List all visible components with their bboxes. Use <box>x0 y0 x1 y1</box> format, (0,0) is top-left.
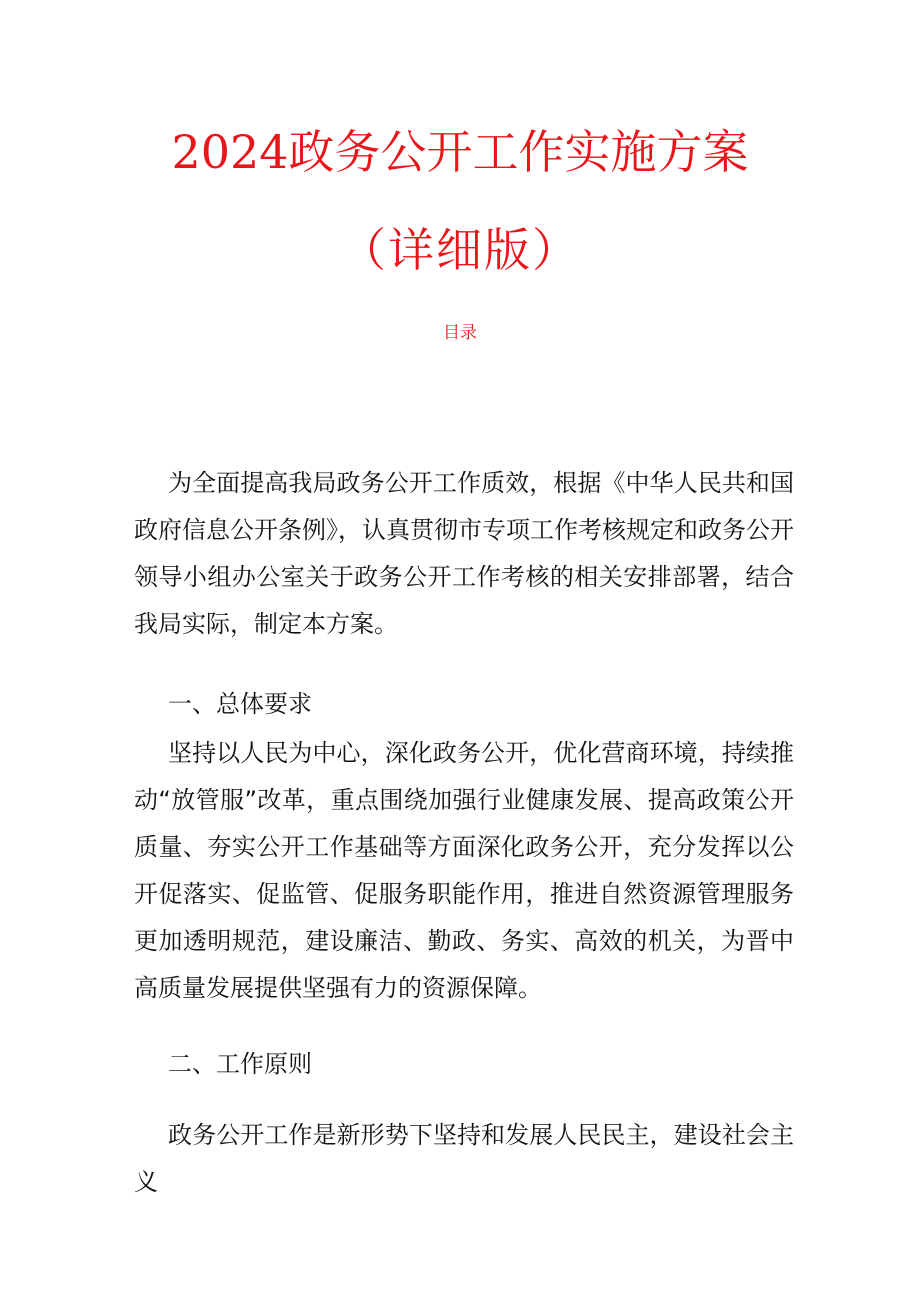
intro-paragraph: 为全面提高我局政务公开工作质效，根据《中华人民共和国政府信息公开条例》，认真贯彻市专项工作考核规定和政务公开领导小组办公室关于政务公开工作考核的相关安排部署，结合我局实际，制定本方案。 <box>134 469 794 638</box>
document-title: 2024政务公开工作实施方案 <box>171 125 749 179</box>
toc-label: 目录 <box>443 323 477 343</box>
section-heading-1: 一、总体要求 <box>168 690 312 718</box>
section-body-1: 坚持以人民为中心，深化政务公开，优化营商环境，持续推动“放管服”改革，重点围绕加强行业健康发展、提高政策公开质量、夯实公开工作基础等方面深化政务公开，充分发挥以公开促落实、促监管、促服务职能作用，推进自然资源管理服务更加透明规范，建设廉洁、勤政、务实、高效的机关，为晋中高质量发展提供坚强有力的资源保障。 <box>134 739 794 1002</box>
section-heading-2: 二、工作原则 <box>168 1050 312 1078</box>
section-body-2: 政务公开工作是新形势下坚持和发展人民民主，建设社会主义 <box>134 1121 794 1196</box>
document-subtitle: （详细版） <box>340 223 580 277</box>
